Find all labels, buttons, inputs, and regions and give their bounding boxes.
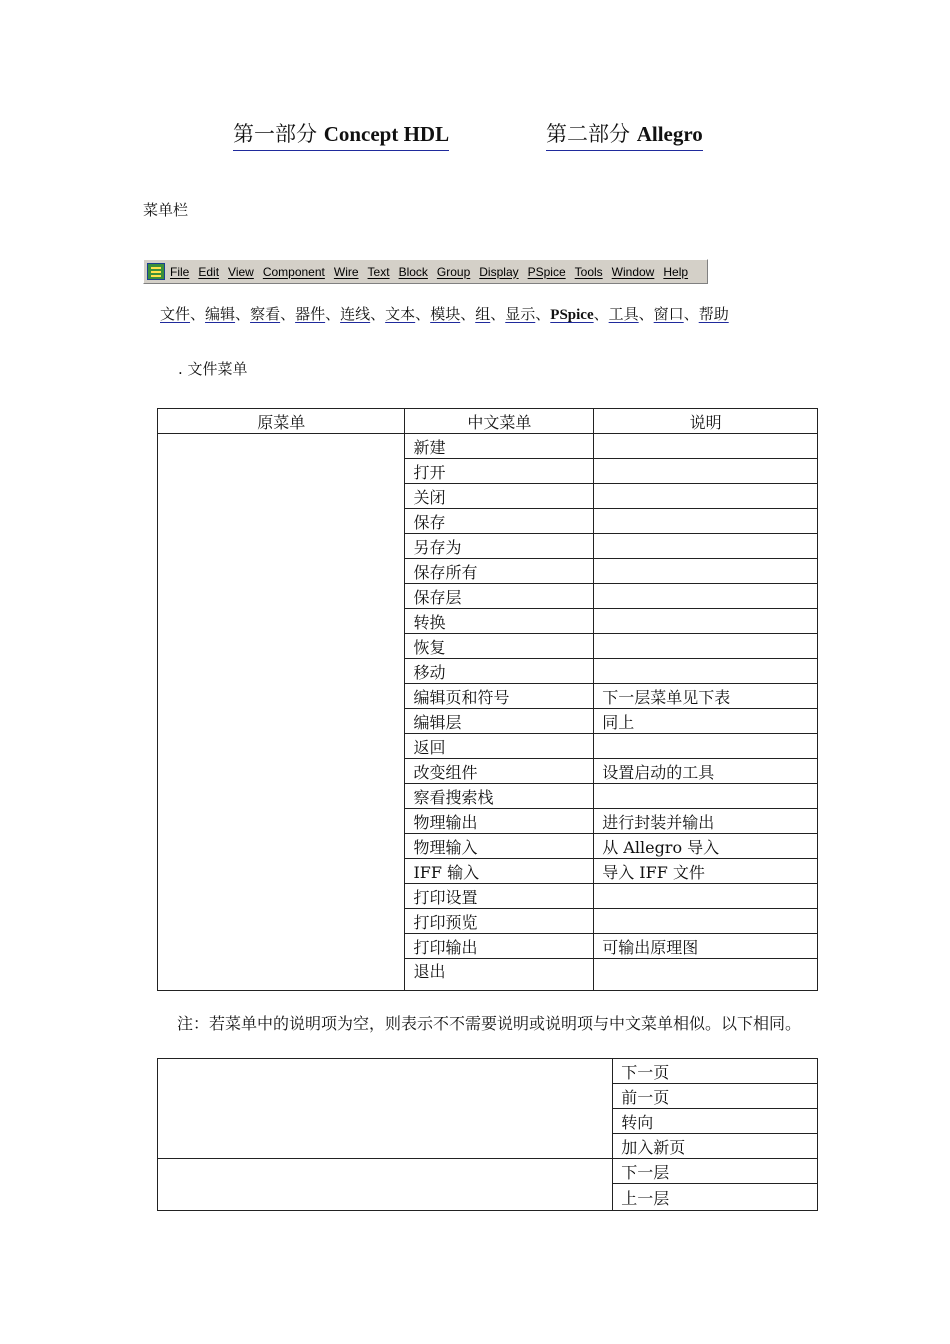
menu-help[interactable]: Help: [663, 264, 689, 279]
header-chinese: 中文菜单: [405, 409, 594, 434]
description-cell: [594, 734, 818, 759]
description-cell: 可输出原理图: [594, 934, 818, 959]
description-cell: [594, 534, 818, 559]
menu-display[interactable]: Display: [479, 264, 519, 279]
chinese-menu-cell: 编辑页和符号: [405, 684, 594, 709]
description-cell: [594, 509, 818, 534]
description-cell: [594, 784, 818, 809]
menu-file[interactable]: File: [170, 264, 190, 279]
table-row: [158, 434, 818, 459]
chinese-menu-cell: 保存所有: [405, 559, 594, 584]
header-original: 原菜单: [158, 409, 405, 434]
description-cell: [594, 584, 818, 609]
chinese-menu-cell: IFF 输入: [405, 859, 594, 884]
menu-text[interactable]: Text: [367, 264, 390, 279]
description-cell: 进行封装并输出: [594, 809, 818, 834]
chinese-menu-cell: 打印预览: [405, 909, 594, 934]
submenu-item-cell: 前一页: [613, 1084, 818, 1109]
note-text: 注：若菜单中的说明项为空，则表示不不需要说明或说明项与中文菜单相似。以下相同。: [177, 1014, 802, 1033]
menubar: [143, 259, 708, 284]
description-cell: [594, 884, 818, 909]
part1-en: Concept HDL: [323, 122, 450, 146]
chinese-menu-cell: 打印输出: [405, 934, 594, 959]
cn-menu-link[interactable]: 工具: [608, 305, 639, 323]
subsection-title: . 文件菜单: [178, 360, 248, 378]
chinese-menu-cell: 转换: [405, 609, 594, 634]
part1-cn: 第一部分: [233, 122, 317, 146]
submenu-item-cell: 加入新页: [613, 1134, 818, 1159]
cn-menu-link[interactable]: 文件: [160, 305, 191, 323]
description-cell: 设置启动的工具: [594, 759, 818, 784]
menu-window[interactable]: Window: [611, 264, 655, 279]
submenu-item-cell: 上一层: [613, 1184, 818, 1211]
menu-component[interactable]: Component: [262, 264, 325, 279]
part2-en: Allegro: [636, 122, 703, 146]
description-cell: [594, 434, 818, 459]
cn-menu-link[interactable]: 帮助: [698, 305, 729, 323]
cn-menu-link[interactable]: 窗口: [653, 305, 684, 323]
chinese-menu-cell: 移动: [405, 659, 594, 684]
cn-menu-link[interactable]: [550, 305, 593, 323]
chinese-menu-cell: 物理输出: [405, 809, 594, 834]
chinese-menu-cell: 返回: [405, 734, 594, 759]
cn-menu-link[interactable]: 组: [475, 305, 491, 323]
table-header-row: [158, 409, 818, 434]
original-menu-cell: [158, 434, 405, 991]
chinese-menu-cell: 编辑层: [405, 709, 594, 734]
group-label-cell: [158, 1159, 613, 1211]
chinese-menu-cell: 打开: [405, 459, 594, 484]
chinese-menu-cell: 恢复: [405, 634, 594, 659]
chinese-menu-cell: 改变组件: [405, 759, 594, 784]
menu-group[interactable]: Group: [436, 264, 471, 279]
description-cell: [594, 959, 818, 991]
cn-menu-link[interactable]: 模块: [430, 305, 461, 323]
description-cell: 从 Allegro 导入: [594, 834, 818, 859]
description-cell: [594, 484, 818, 509]
description-cell: 下一层菜单见下表: [594, 684, 818, 709]
cn-menu-link[interactable]: 察看: [250, 305, 281, 323]
chinese-menu-cell: 物理输入: [405, 834, 594, 859]
chinese-menu-cell: 退出: [405, 959, 594, 991]
part2-link[interactable]: [546, 118, 703, 151]
header-description: 说明: [594, 409, 818, 434]
app-icon: [147, 263, 165, 280]
description-cell: [594, 609, 818, 634]
part1-link[interactable]: [233, 118, 449, 151]
table-row: [158, 1159, 818, 1184]
part2-cn: 第二部分: [546, 122, 630, 146]
cn-menu-link[interactable]: 器件: [295, 305, 326, 323]
menu-tools[interactable]: Tools: [574, 264, 603, 279]
chinese-menu-cell: 保存: [405, 509, 594, 534]
chinese-menu-cell: 保存层: [405, 584, 594, 609]
chinese-menu-cell: 关闭: [405, 484, 594, 509]
section-title: 菜单栏: [143, 201, 189, 219]
menu-wire[interactable]: Wire: [333, 264, 359, 279]
group-label-cell: [158, 1059, 613, 1159]
table-row: [158, 1059, 818, 1084]
description-cell: [594, 909, 818, 934]
cn-menu-pspice: PSpice: [550, 307, 594, 323]
description-cell: 同上: [594, 709, 818, 734]
cn-menu-link[interactable]: 文本: [385, 305, 416, 323]
description-cell: [594, 559, 818, 584]
cn-menu-link[interactable]: 编辑: [205, 305, 236, 323]
cn-menu-list: 文件、编辑、察看、器件、连线、文本、模块、组、显示、PSpice、工具、窗口、帮助: [160, 305, 729, 323]
description-cell: 导入 IFF 文件: [594, 859, 818, 884]
description-cell: [594, 634, 818, 659]
menu-view[interactable]: View: [228, 264, 254, 279]
submenu-item-cell: 下一页: [613, 1059, 818, 1084]
cn-menu-link[interactable]: 显示: [505, 305, 536, 323]
chinese-menu-cell: 新建: [405, 434, 594, 459]
menu-pspice[interactable]: PSpice: [527, 264, 566, 279]
chinese-menu-cell: 另存为: [405, 534, 594, 559]
chinese-menu-cell: 察看搜索栈: [405, 784, 594, 809]
menu-edit[interactable]: Edit: [198, 264, 220, 279]
file-menu-table: [157, 408, 818, 991]
submenu-item-cell: 下一层: [613, 1159, 818, 1184]
submenu-table: [157, 1058, 818, 1211]
menu-block[interactable]: Block: [398, 264, 428, 279]
chinese-menu-cell: 打印设置: [405, 884, 594, 909]
description-cell: [594, 659, 818, 684]
description-cell: [594, 459, 818, 484]
cn-menu-link[interactable]: 连线: [340, 305, 371, 323]
submenu-item-cell: 转向: [613, 1109, 818, 1134]
